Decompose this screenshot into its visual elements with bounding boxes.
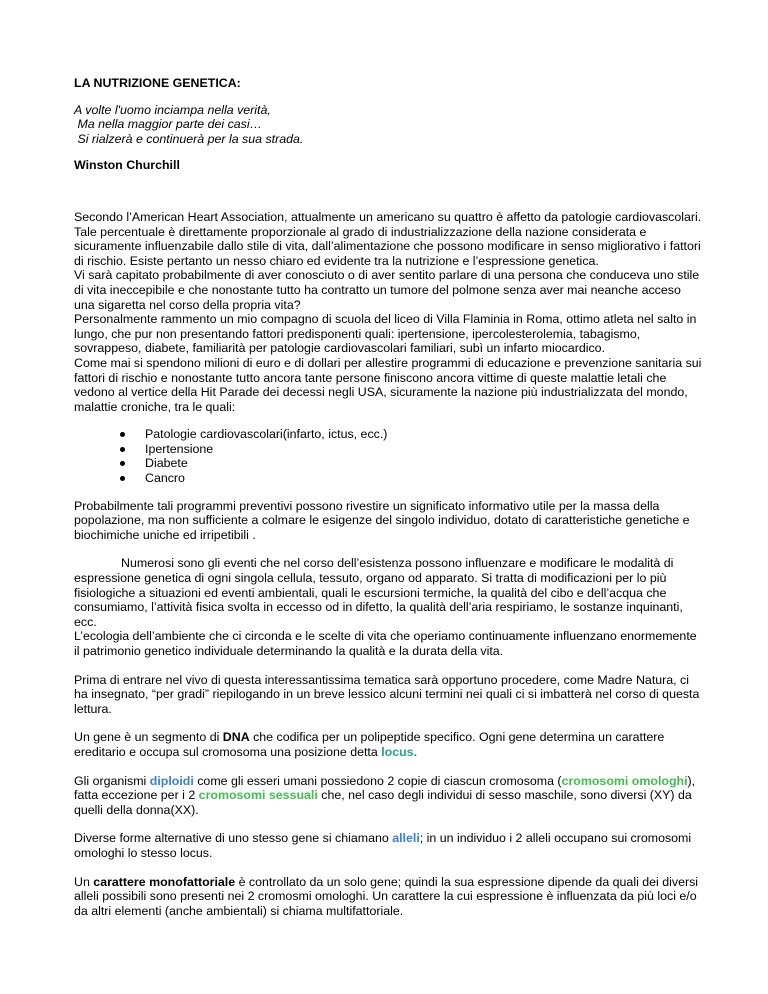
text-run: è controllato da un solo gene; quindi la sua espressione dipende da quali dei diversi alleli possibili sono presenti nei 2 cromosmi omologhi. Un carattere la cui espressione è influenzata da più loci e/o da altri elementi (anche ambientali) si chiama multifattoriale. bbox=[74, 874, 699, 918]
list-item bbox=[120, 442, 704, 457]
quote-line: Ma nella maggior parte dei casi… bbox=[74, 117, 263, 132]
text-run: che, nel caso degli individui di sesso maschile, sono diversi (XY) da quelli della donna(XX). bbox=[74, 788, 692, 817]
list-item bbox=[120, 471, 704, 486]
list-item bbox=[120, 427, 704, 442]
term-locus: locus. bbox=[381, 744, 418, 759]
paragraph-monofattoriale bbox=[74, 875, 704, 919]
text-run: Un bbox=[74, 874, 94, 889]
bullet-icon bbox=[120, 432, 125, 437]
paragraph: Come mai si spendono milioni di euro e di dollari per allestire programmi di educazione e prevenzione sanitaria sui fattori di rischio e nonostante tutto ancora tante persone finiscono ancora vittime di queste malattie letali che vedono al vertice della Hit Parade dei decessi negli USA, sicuramente la nazione più industrializzata del mondo, malattie croniche, tra le quali: bbox=[74, 355, 702, 414]
term-alleli: alleli bbox=[392, 831, 420, 846]
bullet-icon bbox=[120, 461, 125, 466]
term-diploidi: diploidi bbox=[149, 773, 194, 788]
paragraph-alleli bbox=[74, 831, 704, 860]
term-dna: DNA bbox=[222, 730, 250, 745]
term-cromosomi-sessuali: cromosomi sessuali bbox=[198, 788, 318, 803]
paragraph: Prima di entrare nel vivo di questa interessantissima tematica sarà opportuno procedere, come Madre Natura, ci ha insegnato, “per gradi” riepilogando in un breve lessico alcuni termini nei quali ci si imbatterà nel corso di questa lettura. bbox=[74, 672, 700, 716]
document-title: LA NUTRIZIONE GENETICA: bbox=[74, 76, 241, 90]
paragraph: L’ecologia dell’ambiente che ci circonda e le scelte di vita che operiamo continuamente influenzano enormemente il patrimonio genetico individuale determinando la qualità e la durata della vita. bbox=[74, 629, 697, 658]
text-run: ), fatta eccezione per i 2 bbox=[74, 773, 696, 803]
paragraph: Personalmente rammento un mio compagno di scuola del liceo di Villa Flaminia in Roma, ottimo atleta nel salto in lungo, che pur non presentando fattori predisponenti quali: ipertensione, ipercolesterolemia, tabagismo, sovrappeso, diabete, familiarità per patologie cardiovascolari familiari, subì un infarto miocardico. bbox=[74, 312, 697, 356]
text-run: ; in un individuo i 2 alleli occupano sui cromosomi omologhi lo stesso locus. bbox=[74, 831, 692, 860]
paragraph: Secondo l’American Heart Association, attualmente un americano su quattro è affetto da patologie cardiovascolari. Tale percentuale è direttamente proporzionale al grado di industrializzazione della nazione considerata e sicuramente influenzabile dallo stile di vita, dall’alimentazione che possono modificare in senso migliorativo i fattori di rischio. Esiste pertanto un nesso chiaro ed evidente tra la nutrizione e l’espressione genetica. bbox=[74, 209, 702, 268]
quote-line: A volte l'uomo inciampa nella verità, bbox=[74, 102, 271, 117]
paragraph: Vi sarà capitato probabilmente di aver conosciuto o di aver sentito parlare di una persona che conduceva uno stile di vita ineccepibile e che nonostante tutto ha contratto un tumore del polmone senza aver mai neanche acceso una sigaretta nel corso della propria vita? bbox=[74, 268, 700, 312]
text-run: Diverse forme alternative di uno stesso gene si chiamano bbox=[74, 831, 393, 846]
quote-author: Winston Churchill bbox=[74, 158, 180, 173]
document-body bbox=[74, 76, 704, 918]
disease-list bbox=[74, 427, 704, 485]
text-run: come gli esseri umani possiedono 2 copie di ciascun cromosoma ( bbox=[193, 773, 562, 788]
text-run: che codifica per un polipeptide specifico. Ogni gene determina un carattere ereditario e occupa sul cromosoma una posizione detta bbox=[74, 730, 665, 759]
bullet-icon bbox=[120, 447, 125, 452]
text-run: Un gene è un segmento di bbox=[74, 730, 223, 745]
paragraph-gene bbox=[74, 730, 704, 759]
list-item bbox=[120, 456, 704, 471]
term-cromosomi-omologhi: cromosomi omologhi bbox=[561, 773, 688, 788]
bullet-icon bbox=[120, 476, 125, 481]
epigraph-quote bbox=[74, 103, 704, 147]
paragraph-diploid bbox=[74, 774, 704, 818]
list-item-text: Diabete bbox=[145, 456, 188, 471]
paragraph: Probabilmente tali programmi preventivi possono rivestire un significato informativo utile per la massa della popolazione, ma non sufficiente a colmare le esigenze del singolo individuo, dotato di caratteristiche genetiche e biochimiche uniche ed irripetibili . bbox=[74, 498, 690, 542]
paragraph: Numerosi sono gli eventi che nel corso dell’esistenza possono influenzare e modificare le modalità di espressione genetica di ogni singola cellula, tessuto, organo od apparato. Si tratta di modificazioni per lo più fisiologiche a situazioni ed eventi ambientali, quali le escursioni termiche, la qualità del cibo e dell’acqua che consumiamo, l’attività fisica svolta in eccesso od in difetto, la qualità dell’aria respiriamo, le sostanze inquinanti, ecc. bbox=[74, 556, 683, 629]
list-item-text: Ipertensione bbox=[145, 441, 214, 456]
quote-line: Si rialzerà e continuerà per la sua strada. bbox=[74, 131, 304, 146]
term-carattere-monofattoriale: carattere monofattoriale bbox=[93, 874, 236, 889]
list-item-text: Cancro bbox=[145, 471, 185, 486]
list-item-text: Patologie cardiovascolari(infarto, ictus, ecc.) bbox=[145, 427, 388, 442]
text-run: Gli organismi bbox=[74, 773, 150, 788]
